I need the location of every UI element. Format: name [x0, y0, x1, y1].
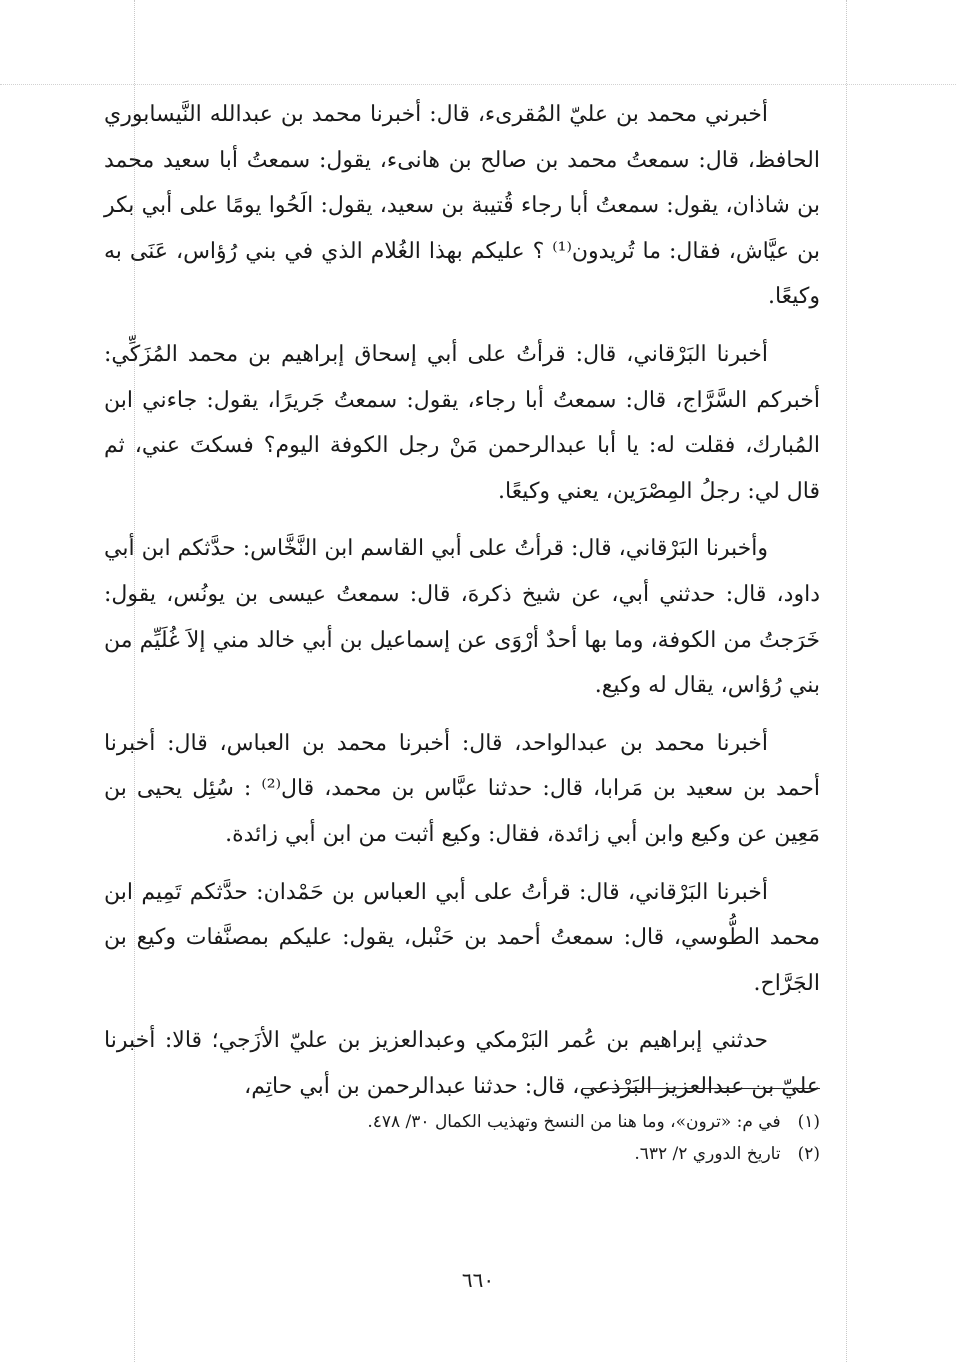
paragraph: حدثني إبراهيم بن عُمر البَرْمكي وعبدالعزيز بن عليّ الأزَجي؛ قالا: أخبرنا عليّ بن عبدالعزيز البَرْذعي، قال: حدثنا عبدالرحمن بن أبي حاتِم،	[104, 1028, 820, 1099]
footnote-number: (١)	[797, 1112, 820, 1132]
footnote-text: تاريخ الدوري ٢/ ٦٣٢.	[634, 1144, 781, 1164]
scan-guide-line	[846, 0, 847, 1362]
page-number: ٦٦٠	[461, 1268, 495, 1292]
paragraph: أخبرنا البَرْقاني، قال: قرأتُ على أبي العباس بن حَمْدان: حدَّثكم تَمِيم ابن محمد الطُّوسي، قال: سمعتُ أحمد بن حَنْبل، يقول: عليكم بمصنَّفات وكيع بن الجَرَّاح.	[104, 879, 820, 996]
paragraph: أخبرنا محمد بن عبدالواحد، قال: أخبرنا محمد بن العباس، قال: أخبرنا أحمد بن سعيد بن مَرابا، قال: حدثنا عبَّاس بن محمد، قال⁽²⁾ : سُئِل يحيى بن مَعِين عن وكيع وابن أبي زائدة، فقال: وكيع أثبت من ابن أبي زائدة.	[104, 730, 820, 847]
footnotes	[104, 1106, 820, 1170]
scan-guide-line	[0, 84, 956, 85]
paragraph: أخبرنا البَرْقاني، قال: قرأتُ على أبي إسحاق إبراهيم بن محمد المُزَكِّي: أخبركم السَّرَّاج، قال: سمعتُ أبا رجاء، يقول: سمعتُ جَريرًا، يقول: جاءني ابن المُبارك، فقلت له: يا أبا عبدالرحمن مَنْ رجل الكوفة اليوم؟ فسكتَ عني، ثم قال لي: رجلُ المِصْرَين، يعني وكيعًا.	[104, 341, 820, 504]
footnote-text: في م: «ترون»، وما هنا من النسخ وتهذيب الكمال ٣٠/ ٤٧٨.	[367, 1112, 781, 1132]
footnote-number: (٢)	[797, 1144, 820, 1164]
paragraph: أخبرني محمد بن عليّ المُقرىء، قال: أخبرنا محمد بن عبدالله النَّيسابوري الحافظ، قال: سمعتُ محمد بن صالح بن هانىء، يقول: سمعتُ أبا سعيد محمد بن شاذان، يقول: سمعتُ أبا رجاء قُتيبة بن سعيد، يقول: الَحُوا يومًا على أبي بكر بن عيَّاش، فقال: ما تُريدون⁽¹⁾ ؟ عليكم بهذا الغُلام الذي في بني رُؤاس، عَنَى به وكيعًا.	[104, 102, 820, 310]
footnote	[104, 1138, 820, 1170]
paragraph: وأخبرنا البَرْقاني، قال: قرأتُ على أبي القاسم ابن النَّخَّاس: حدَّثكم ابن أبي داود، قال: حدثني أبي، عن شيخ ذكرهَ، قال: سمعتُ عيسى بن يونُس، يقول: خَرَجتُ من الكوفة، وما بها أحدٌ أرْوَى عن إسماعيل بن أبي خالد مني إلاَ غُلَيِّم من بني رُؤاس، يقال له وكيع.	[104, 536, 820, 699]
footnote-separator	[582, 1088, 820, 1089]
footnote	[104, 1106, 820, 1138]
main-text	[104, 92, 820, 1121]
